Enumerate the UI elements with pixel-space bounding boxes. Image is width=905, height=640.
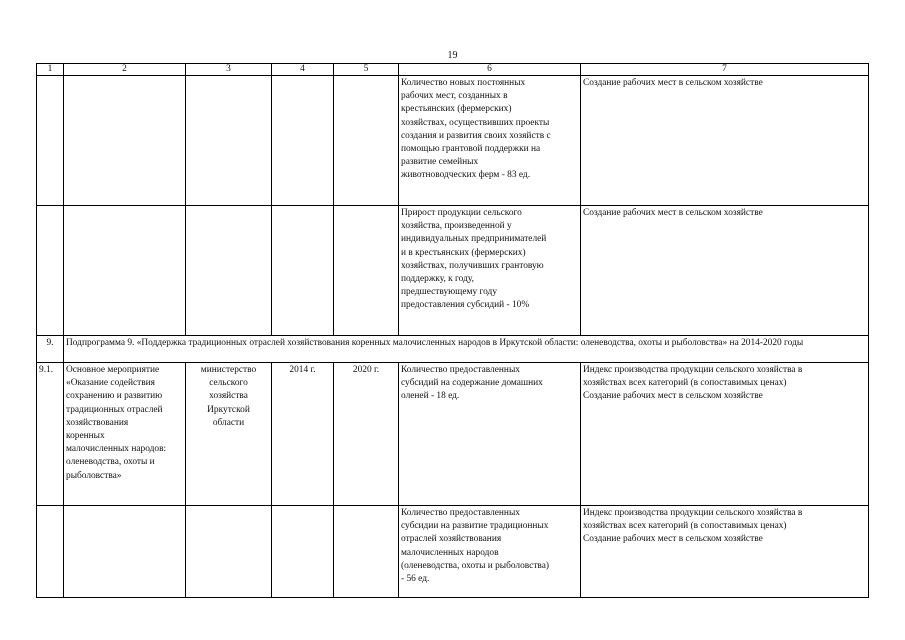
table-row (37, 76, 869, 206)
measure-number: 9.1. (37, 363, 64, 506)
cell-end (334, 76, 399, 206)
cell-number (37, 506, 64, 598)
subprogram-title: Подпрограмма 9. «Поддержка традиционных отраслей хозяйствования коренных малочисленных народов в Иркутской области: оленеводства, охоты и рыболовства» на 2014-2020 годы (64, 336, 869, 363)
cell-start (272, 506, 334, 598)
cell-start (272, 76, 334, 206)
cell-measure (64, 506, 186, 598)
program-table (36, 63, 869, 598)
column-header-4: 4 (272, 64, 334, 76)
cell-end (334, 206, 399, 336)
cell-executor (186, 206, 272, 336)
column-header-2: 2 (64, 64, 186, 76)
measure-start-year: 2014 г. (272, 363, 334, 506)
column-header-5: 5 (334, 64, 399, 76)
table-row (37, 363, 869, 506)
cell-result: Создание рабочих мест в сельском хозяйстве (581, 206, 869, 336)
measure-executor: министерство сельского хозяйства Иркутской области (186, 363, 272, 506)
measure-name: Основное мероприятие «Оказание содействия сохранению и развитию традиционных отраслей хозяйствования коренных малочисленных народов: оленеводства, охоты и рыболовства» (64, 363, 186, 506)
measure-indicator: Количество предоставленных субсидий на содержание домашних оленей - 18 ед. (399, 363, 581, 506)
cell-end (334, 506, 399, 598)
measure-result: Индекс производства продукции сельского хозяйства в хозяйствах всех категорий (в сопоставимых ценах) Создание рабочих мест в сельском хозяйстве (581, 363, 869, 506)
cell-start (272, 206, 334, 336)
column-header-7: 7 (581, 64, 869, 76)
cell-result: Создание рабочих мест в сельском хозяйстве (581, 76, 869, 206)
table-row (37, 506, 869, 598)
measure-result: Индекс производства продукции сельского хозяйства в хозяйствах всех категорий (в сопоставимых ценах) Создание рабочих мест в сельском хозяйстве (581, 506, 869, 598)
subprogram-row (37, 336, 869, 363)
cell-number (37, 76, 64, 206)
cell-indicator: Количество новых постоянных рабочих мест, созданных в крестьянских (фермерских) хозяйствах, осуществивших проекты создания и развития своих хозяйств с помощью грантовой поддержки на развитие семейных животноводческих ферм - 83 ед. (399, 76, 581, 206)
table-row (37, 206, 869, 336)
cell-indicator: Прирост продукции сельского хозяйства, произведенной у индивидуальных предпринимателей и в крестьянских (фермерских) хозяйствах, получивших грантовую поддержку, к году, предшествующему году предоставления субсидий - 10% (399, 206, 581, 336)
cell-measure (64, 76, 186, 206)
column-number-row (37, 64, 869, 76)
column-header-1: 1 (37, 64, 64, 76)
measure-end-year: 2020 г. (334, 363, 399, 506)
cell-executor (186, 506, 272, 598)
cell-measure (64, 206, 186, 336)
cell-number (37, 206, 64, 336)
subprogram-number: 9. (37, 336, 64, 363)
column-header-3: 3 (186, 64, 272, 76)
cell-executor (186, 76, 272, 206)
measure-indicator: Количество предоставленных субсидии на развитие традиционных отраслей хозяйствования малочисленных народов (оленеводства, охоты и рыболовства) - 56 ед. (399, 506, 581, 598)
column-header-6: 6 (399, 64, 581, 76)
page-number: 19 (447, 50, 458, 61)
